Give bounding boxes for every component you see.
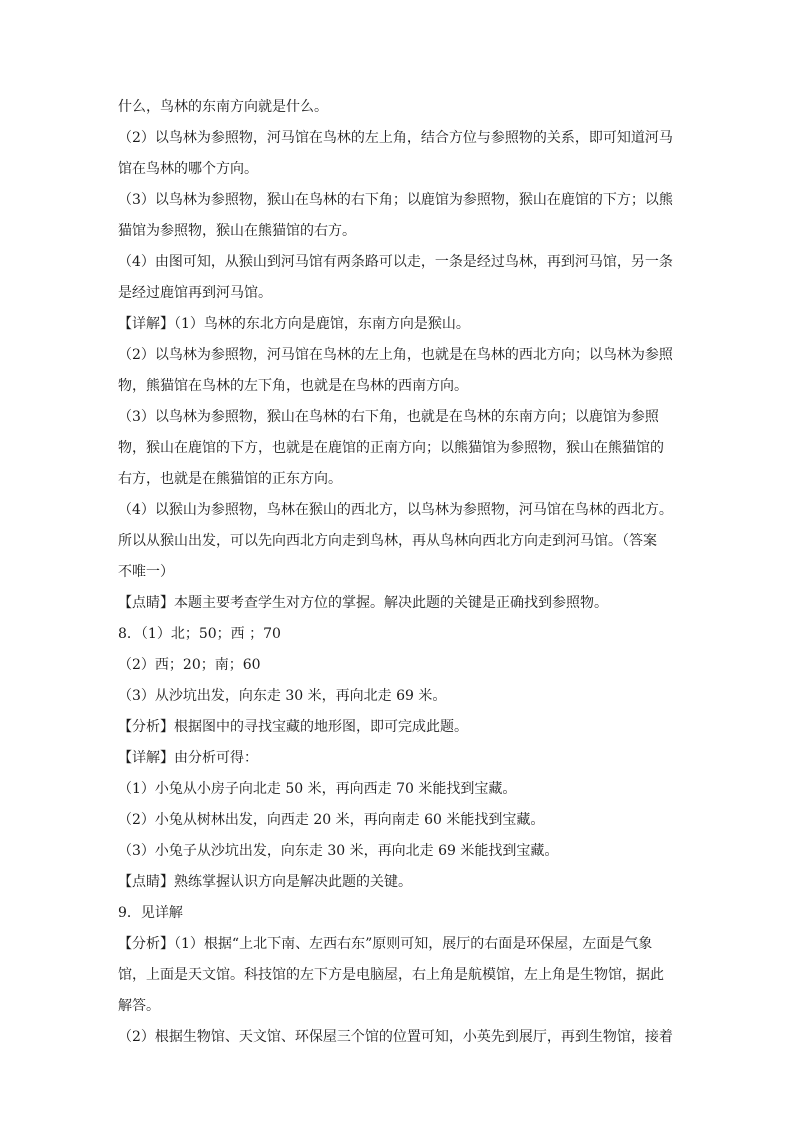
section-label-detail: 【详解】（1）鸟林的东北方向是鹿馆，东南方向是猴山。	[118, 316, 470, 332]
section-label-detail: 【详解】由分析可得：	[118, 750, 258, 766]
text-line: 所以从猴山出发，可以先向西北方向走到鸟林，再从鸟林向西北方向走到河马馆。（答案	[118, 533, 657, 549]
section-label-comment: 【点睛】本题主要考查学生对方位的掌握。解决此题的关键是正确找到参照物。	[118, 595, 608, 611]
text-line: 物，熊猫馆在鸟林的左下角，也就是在鸟林的西南方向。	[118, 378, 468, 394]
answer-text-body	[118, 92, 688, 1053]
text-line: 物，猴山在鹿馆的下方，也就是在鹿馆的正南方向；以熊猫馆为参照物，猴山在熊猫馆的	[118, 440, 664, 456]
question-number-8: 8．（1）北；50；西 ；70	[118, 626, 281, 642]
text-line: 什么，鸟林的东南方向就是什么。	[118, 99, 328, 115]
text-line: （2）以鸟林为参照物，河马馆在鸟林的左上角，结合方位与参照物的关系，即可知道河马	[118, 130, 673, 146]
text-line: （2）小兔从树林出发，向西走 20 米，再向南走 60 米能找到宝藏。	[118, 812, 545, 828]
text-line: （3）以鸟林为参照物，猴山在鸟林的右下角，也就是在鸟林的东南方向；以鹿馆为参照	[118, 409, 659, 425]
text-line: 馆，上面是天文馆。科技馆的左下方是电脑屋，右上角是航模馆，左上角是生物馆，据此	[118, 967, 664, 983]
text-line: （3）以鸟林为参照物，猴山在鸟林的右下角；以鹿馆为参照物，猴山在鹿馆的下方；以熊	[118, 192, 673, 208]
section-label-analysis: 【分析】根据图中的寻找宝藏的地形图，即可完成此题。	[118, 719, 468, 735]
text-line: （3）小兔子从沙坑出发，向东走 30 米，再向北走 69 米能找到宝藏。	[118, 843, 559, 859]
text-line: 不唯一）	[118, 564, 174, 580]
text-line: 是经过鹿馆再到河马馆。	[118, 285, 272, 301]
question-number-9: 9．见详解	[118, 905, 183, 921]
section-label-comment: 【点睛】熟练掌握认识方向是解决此题的关键。	[118, 874, 412, 890]
text-line: （3）从沙坑出发，向东走 30 米，再向北走 69 米。	[118, 688, 447, 704]
text-line: （2）西；20；南；60	[118, 657, 261, 673]
text-line: （2）以鸟林为参照物，河马馆在鸟林的左上角，也就是在鸟林的西北方向；以鸟林为参照	[118, 347, 673, 363]
text-line: （4）由图可知，从猴山到河马馆有两条路可以走，一条是经过鸟林，再到河马馆，另一条	[118, 254, 673, 270]
text-line: 馆在鸟林的哪个方向。	[118, 161, 258, 177]
text-line: 解答。	[118, 998, 160, 1014]
text-line: 猫馆为参照物，猴山在熊猫馆的右方。	[118, 223, 356, 239]
text-line: （4）以猴山为参照物，鸟林在猴山的西北方，以鸟林为参照物，河马馆在鸟林的西北方。	[118, 502, 673, 518]
text-line: 右方，也就是在熊猫馆的正东方向。	[118, 471, 342, 487]
text-line: （1）小兔从小房子向北走 50 米，再向西走 70 米能找到宝藏。	[118, 781, 517, 797]
section-label-analysis: 【分析】（1）根据“上北下南、左西右东”原则可知，展厅的右面是环保屋，左面是气象	[118, 936, 653, 952]
text-line: （2）根据生物馆、天文馆、环保屋三个馆的位置可知，小英先到展厅，再到生物馆，接着	[118, 1029, 673, 1045]
